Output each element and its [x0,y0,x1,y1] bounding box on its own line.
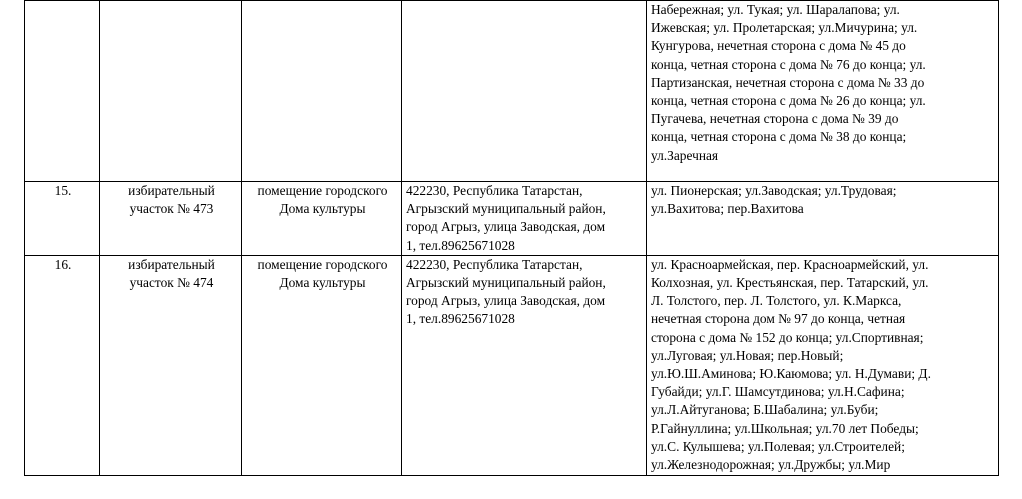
station-place-cell [242,182,402,256]
table-row [25,1,999,182]
station-streets-cell [647,182,999,256]
station-streets-cell [647,1,999,182]
station-streets: ул. Красноармейская, пер. Красноармейский, ул. Колхозная, ул. Крестьянская, пер. Татарский, ул. Л. Толстого, пер. Л. Толстого, ул. К.Маркса, нечетная сторона дом № 97 до конца, четная сторона с дома № 152 до конца; ул.Спортивная; ул.Луговая; ул.Новая; пер.Новый; ул.Ю.Ш.Аминова; Ю.Каюмова; ул. Н.Думави; Д. Губайди; ул.Г. Шамсутдинова; ул.Н.Сафина; ул.Л.Айтуганова; Б.Шабалина; ул.Буби; Р.Гайнуллина; ул.Школьная; ул.70 лет Победы; ул.С. Кулышева; ул.Полевая; ул.Строителей; ул.Железнодорожная; ул.Дружбы; ул.Мир [651,256,931,473]
station-place-cell [242,255,402,475]
row-number-cell [25,1,100,182]
station-address: 422230, Республика Татарстан, Агрызский муниципальный район, город Агрыз, улица Заводская, дом 1, тел.89625671028 [406,183,606,253]
row-number-cell [25,255,100,475]
station-address-cell [402,1,647,182]
station-streets-cell [647,255,999,475]
station-place: помещение городского Дома культуры [257,183,388,217]
table-row [25,255,999,475]
station-address-cell [402,255,647,475]
table-row [25,182,999,256]
station-address-cell [402,182,647,256]
station-name-cell [100,1,242,182]
station-address: 422230, Республика Татарстан, Агрызский муниципальный район, город Агрыз, улица Заводская, дом 1, тел.89625671028 [406,256,606,327]
station-name-cell [100,182,242,256]
station-place-cell [242,1,402,182]
station-streets: Набережная; ул. Тукая; ул. Шаралапова; ул. Ижевская; ул. Пролетарская; ул.Мичурина; ул. Кунгурова, нечетная сторона с дома № 45 до конца, четная сторона с дома № 76 до конца; ул. Партизанская, нечетная сторона с дома № 33 до конца, четная сторона с дома № 26 до конца; ул. Пугачева, нечетная сторона с дома № 39 до конца, четная сторона с дома № 38 до конца; ул.Заречная [651,2,926,163]
station-name: избирательный участок № 474 [128,256,215,291]
station-streets: ул. Пионерская; ул.Заводская; ул.Трудовая; ул.Вахитова; пер.Вахитова [651,183,897,217]
row-number-cell [25,182,100,256]
station-name: избирательный участок № 473 [128,183,215,217]
station-name-cell [100,255,242,475]
row-number: 15. [54,183,72,198]
row-number: 16. [54,256,72,272]
station-place: помещение городского Дома культуры [257,256,388,291]
polling-stations-table [24,0,999,476]
